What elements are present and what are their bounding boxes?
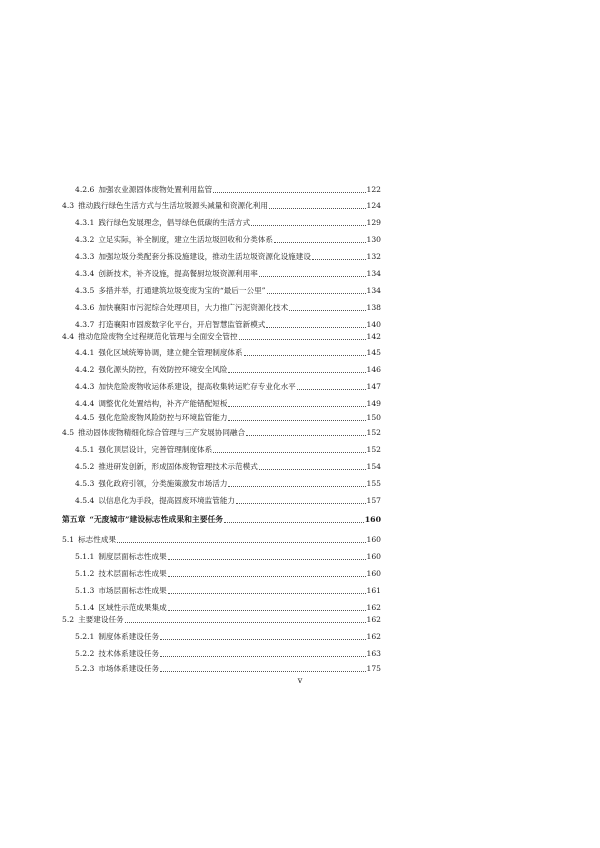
toc-entry[interactable] bbox=[75, 409, 381, 423]
toc-entry-page: 160 bbox=[366, 535, 381, 544]
toc-entry-page: 162 bbox=[366, 632, 381, 641]
toc-leader-dots bbox=[259, 469, 366, 470]
toc-entry-number: 4.4 bbox=[62, 332, 75, 341]
toc-leader-dots bbox=[312, 259, 366, 260]
toc-entry-number: 5.2.2 bbox=[75, 649, 95, 658]
toc-leader-dots bbox=[117, 542, 365, 543]
toc-entry-number: 4.4.2 bbox=[75, 365, 95, 374]
toc-entry-page: 134 bbox=[366, 286, 381, 295]
toc-entry-title: 强化顶层设计，完善管理制度体系 bbox=[98, 445, 213, 454]
toc-entry-title: 区域性示范成果集成 bbox=[98, 603, 167, 612]
toc-entry[interactable] bbox=[75, 548, 381, 562]
toc-entry-page: 138 bbox=[366, 303, 381, 312]
toc-entry-number: 4.5.3 bbox=[75, 479, 95, 488]
toc-entry-number: 4.3.5 bbox=[75, 286, 95, 295]
toc-entry-title: 推动危险废物全过程规范化管理与全面安全管控 bbox=[78, 332, 238, 341]
toc-entry[interactable] bbox=[75, 282, 381, 296]
toc-entry-title: 强化区域统筹协调，建立健全管理制度体系 bbox=[98, 348, 243, 357]
toc-entry-page: 175 bbox=[366, 664, 381, 673]
toc-entry-title: 主要建设任务 bbox=[78, 615, 124, 624]
toc-entry-number: 5.1.3 bbox=[75, 586, 95, 595]
toc-leader-dots bbox=[297, 389, 366, 390]
toc-entry-number: 5.2.3 bbox=[75, 664, 95, 673]
toc-leader-dots bbox=[224, 522, 364, 523]
toc-entry[interactable] bbox=[75, 628, 381, 642]
toc-entry-title: 加快襄阳市污泥综合处理项目，大力推广污泥资源化技术 bbox=[98, 303, 289, 312]
toc-entry-title: 市场层面标志性成果 bbox=[98, 586, 167, 595]
toc-entry-title: “无废城市”建设标志性成果和主要任务 bbox=[89, 515, 224, 524]
toc-leader-dots bbox=[228, 406, 365, 407]
toc-entry-page: 146 bbox=[366, 365, 381, 374]
toc-entry-number: 5.2 bbox=[62, 615, 75, 624]
toc-leader-dots bbox=[160, 656, 365, 657]
toc-leader-dots bbox=[228, 486, 365, 487]
toc-entry-number: 4.3 bbox=[62, 201, 75, 210]
toc-entry-title: 加快危险废物收运体系建设，提高收集转运贮存专业化水平 bbox=[98, 382, 296, 391]
toc-entry[interactable] bbox=[75, 361, 381, 375]
toc-leader-dots bbox=[251, 225, 365, 226]
toc-entry[interactable] bbox=[75, 645, 381, 659]
toc-entry[interactable] bbox=[75, 660, 381, 674]
toc-entry-page: 162 bbox=[366, 615, 381, 624]
toc-entry-number: 4.5 bbox=[62, 428, 75, 437]
toc-entry-page: 132 bbox=[366, 252, 381, 261]
toc-leader-dots bbox=[259, 276, 366, 277]
toc-entry-number: 4.2.6 bbox=[75, 185, 95, 194]
toc-entry-page: 149 bbox=[366, 399, 381, 408]
toc-entry-number: 4.5.1 bbox=[75, 445, 95, 454]
toc-entry-number: 4.5.2 bbox=[75, 462, 95, 471]
toc-entry[interactable] bbox=[75, 265, 381, 279]
toc-entry-title: 强化政府引领，分类施策激发市场活力 bbox=[98, 479, 228, 488]
toc-entry[interactable] bbox=[62, 511, 381, 525]
toc-entry-page: 155 bbox=[366, 479, 381, 488]
toc-entry-page: 145 bbox=[366, 348, 381, 357]
toc-entry[interactable] bbox=[75, 458, 381, 472]
toc-entry-page: 152 bbox=[366, 445, 381, 454]
toc-entry[interactable] bbox=[62, 197, 381, 211]
toc-entry-number: 4.5.4 bbox=[75, 496, 95, 505]
toc-entry-page: 152 bbox=[366, 428, 381, 437]
toc-entry[interactable] bbox=[75, 214, 381, 228]
toc-entry-page: 157 bbox=[366, 496, 381, 505]
toc-leader-dots bbox=[168, 576, 366, 577]
toc-entry-page: 161 bbox=[366, 586, 381, 595]
toc-entry[interactable] bbox=[75, 582, 381, 596]
toc-entry-title: 强化源头防控，有效防控环境安全风险 bbox=[98, 365, 228, 374]
toc-entry-title: 践行绿色发展理念，倡导绿色低碳的生活方式 bbox=[98, 218, 251, 227]
toc-entry[interactable] bbox=[75, 395, 381, 409]
toc-entry[interactable] bbox=[62, 531, 381, 545]
toc-entry-title: 标志性成果 bbox=[78, 535, 117, 544]
toc-leader-dots bbox=[244, 355, 366, 356]
toc-leader-dots bbox=[236, 503, 365, 504]
toc-entry-title: 多措并举，打通建筑垃圾变废为宝的“最后一公里” bbox=[98, 286, 266, 295]
toc-entry[interactable] bbox=[75, 492, 381, 506]
toc-entry-number: 5.1.1 bbox=[75, 552, 95, 561]
toc-leader-dots bbox=[267, 293, 366, 294]
toc-entry[interactable] bbox=[75, 441, 381, 455]
page-number: v bbox=[297, 676, 303, 685]
toc-entry-page: 160 bbox=[366, 552, 381, 561]
toc-entry-number: 4.3.1 bbox=[75, 218, 95, 227]
toc-leader-dots bbox=[239, 339, 366, 340]
toc-leader-dots bbox=[289, 310, 365, 311]
toc-entry-title: 强化危险废物风险防控与环境监管能力 bbox=[98, 413, 228, 422]
toc-entry-page: 130 bbox=[366, 235, 381, 244]
toc-leader-dots bbox=[213, 452, 365, 453]
toc-entry[interactable] bbox=[75, 299, 381, 313]
toc-entry-number: 4.4.1 bbox=[75, 348, 95, 357]
toc-entry[interactable] bbox=[62, 328, 381, 342]
toc-entry-number: 5.1 bbox=[62, 535, 75, 544]
toc-entry-page: 162 bbox=[366, 603, 381, 612]
toc-entry[interactable] bbox=[62, 424, 381, 438]
toc-entry-title: 制度层面标志性成果 bbox=[98, 552, 167, 561]
toc-leader-dots bbox=[228, 372, 365, 373]
toc-entry-page: 160 bbox=[366, 569, 381, 578]
toc-leader-dots bbox=[269, 208, 366, 209]
toc-leader-dots bbox=[160, 639, 365, 640]
toc-entry-page: 134 bbox=[366, 269, 381, 278]
toc-leader-dots bbox=[160, 671, 365, 672]
toc-entry[interactable] bbox=[75, 231, 381, 245]
toc-entry[interactable] bbox=[75, 378, 381, 392]
toc-entry-title: 技术层面标志性成果 bbox=[98, 569, 167, 578]
toc-entry-number: 4.4.4 bbox=[75, 399, 95, 408]
toc-entry-title: 调整优化处置结构，补齐产能错配短板 bbox=[98, 399, 228, 408]
toc-entry[interactable] bbox=[75, 248, 381, 262]
toc-entry-title: 立足实际，补全制度，建立生活垃圾回收和分类体系 bbox=[98, 235, 273, 244]
toc-entry-title: 推进研发创新，形成固体废物管理技术示范模式 bbox=[98, 462, 258, 471]
toc-entry-title: 推动践行绿色生活方式与生活垃圾源头减量和资源化利用 bbox=[78, 201, 268, 210]
toc-entry[interactable] bbox=[62, 611, 381, 625]
toc-entry-number: 5.1.4 bbox=[75, 603, 95, 612]
toc-leader-dots bbox=[228, 420, 365, 421]
toc-entry-number: 第五章 bbox=[62, 515, 86, 524]
toc-entry-title: 市场体系建设任务 bbox=[98, 664, 160, 673]
toc-leader-dots bbox=[274, 242, 366, 243]
toc-entry-page: 129 bbox=[366, 218, 381, 227]
toc-entry-title: 创新技术，补齐设施，提高餐厨垃圾资源利用率 bbox=[98, 269, 258, 278]
toc-entry-page: 140 bbox=[366, 320, 381, 329]
toc-entry-page: 142 bbox=[366, 332, 381, 341]
toc-entry-title: 推动固体废物精细化综合管理与三产发展协同融合 bbox=[78, 428, 246, 437]
toc-entry-title: 加强农业源固体废物处置利用监管 bbox=[98, 185, 213, 194]
toc-entry-title: 制度体系建设任务 bbox=[98, 632, 160, 641]
toc-entry-number: 4.4.5 bbox=[75, 413, 95, 422]
toc-entry-title: 以信息化为手段，提高固废环境监管能力 bbox=[98, 496, 236, 505]
toc-entry-number: 4.3.2 bbox=[75, 235, 95, 244]
toc-entry-page: 150 bbox=[366, 413, 381, 422]
toc-entry-number: 4.3.4 bbox=[75, 269, 95, 278]
toc-entry-page: 147 bbox=[366, 382, 381, 391]
toc-entry-page: 163 bbox=[366, 649, 381, 658]
toc-entry-title: 技术体系建设任务 bbox=[98, 649, 160, 658]
toc-entry-number: 5.1.2 bbox=[75, 569, 95, 578]
toc-leader-dots bbox=[125, 622, 366, 623]
toc-leader-dots bbox=[168, 593, 366, 594]
toc-entry-number: 4.3.6 bbox=[75, 303, 95, 312]
toc-entry-title: 打造襄阳市固废数字化平台，开启智慧监管新模式 bbox=[98, 320, 266, 329]
toc-entry[interactable] bbox=[75, 344, 381, 358]
toc-entry-page: 160 bbox=[364, 515, 381, 524]
toc-entry-number: 4.3.7 bbox=[75, 320, 95, 329]
toc-entry[interactable] bbox=[75, 565, 381, 579]
toc-entry[interactable] bbox=[75, 475, 381, 489]
toc-leader-dots bbox=[246, 435, 365, 436]
toc-leader-dots bbox=[213, 192, 365, 193]
toc-entry-number: 5.2.1 bbox=[75, 632, 95, 641]
toc-entry-number: 4.4.3 bbox=[75, 382, 95, 391]
toc-entry[interactable] bbox=[75, 181, 381, 195]
toc-entry-page: 122 bbox=[366, 185, 381, 194]
toc-leader-dots bbox=[168, 559, 366, 560]
toc-entry-title: 加强垃圾分类配套分拣设施建设，推动生活垃圾资源化设施建设 bbox=[98, 252, 311, 261]
toc-entry-page: 124 bbox=[366, 201, 381, 210]
toc-entry-number: 4.3.3 bbox=[75, 252, 95, 261]
toc-entry-page: 154 bbox=[366, 462, 381, 471]
